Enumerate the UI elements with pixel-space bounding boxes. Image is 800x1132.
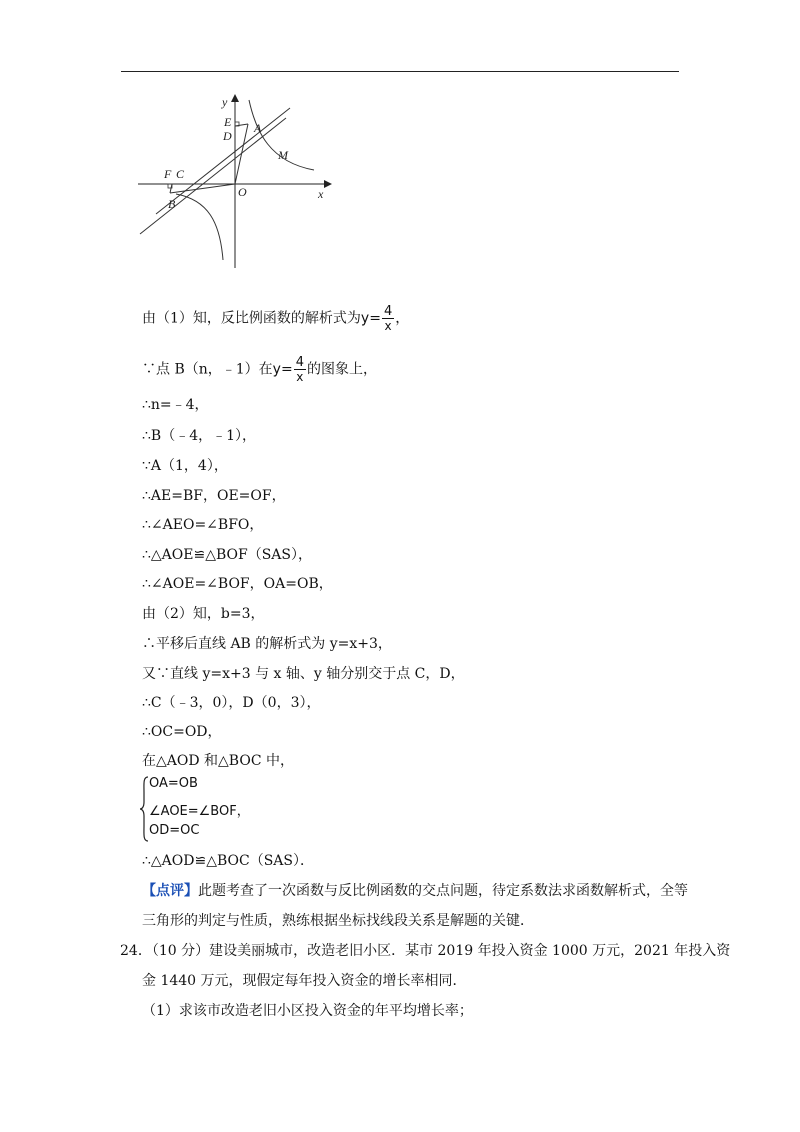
brace-icon	[140, 776, 149, 842]
segment-ob	[170, 184, 235, 193]
coordinate-figure	[138, 92, 333, 270]
solution-line-9: ∴∠AOE=∠BOF，OA=OB，	[142, 576, 333, 592]
solution-line-3: ∴n=﹣4，	[142, 397, 209, 413]
solution-line-5: ∵A（1，4），	[142, 458, 228, 474]
solution-line-15: 在△AOD 和△BOC 中，	[142, 753, 294, 769]
y-axis-arrow	[231, 94, 239, 102]
line-ab	[156, 108, 290, 214]
label-d: D	[223, 129, 232, 143]
hyperbola-third-quadrant	[176, 194, 223, 260]
solution-line-12: 又∵直线 y=x+3 与 x 轴、y 轴分别交于点 C，D，	[142, 666, 465, 682]
system-row-3: OD=OC	[149, 823, 200, 838]
label-o: O	[238, 185, 247, 199]
solution-line-7: ∴∠AEO=∠BFO，	[142, 517, 264, 533]
label-x: x	[318, 187, 324, 201]
comment-tag: 【点评】	[142, 883, 198, 899]
system-row-2: ∠AOE=∠BOF，	[149, 804, 250, 819]
label-e: E	[224, 115, 232, 129]
solution-line-1: 由（1）知，反比例函数的解析式为y= $\frac{4}{x}$ ，	[142, 304, 410, 333]
header-rule	[121, 71, 679, 72]
label-b: B	[168, 197, 176, 211]
solution-line-4: ∴B（﹣4，﹣1），	[142, 428, 257, 444]
label-c: C	[176, 167, 185, 181]
question-sub-1: （1）求该市改造老旧小区投入资金的年平均增长率；	[142, 1003, 473, 1019]
equation-system	[140, 776, 300, 842]
label-f: F	[164, 167, 172, 181]
question-line-2: 金 1440 万元，现假定每年投入资金的增长率相同．	[142, 973, 467, 989]
solution-line-11: ∴平移后直线 AB 的解析式为 y=x+3，	[142, 636, 392, 652]
line-cd	[140, 118, 286, 234]
x-axis-arrow	[324, 180, 332, 188]
solution-line-10: 由（2）知，b=3，	[142, 606, 265, 622]
solution-line-13: ∴C（﹣3，0），D（0，3），	[142, 695, 321, 711]
label-m: M	[278, 148, 288, 162]
segment-oa	[235, 124, 248, 184]
comment-line-1: 【点评】此题考查了一次函数与反比例函数的交点问题，待定系数法求函数解析式，全等	[142, 883, 688, 899]
label-y: y	[222, 95, 228, 109]
comment-line-2: 三角形的判定与性质，熟练根据坐标找线段关系是解题的关键．	[142, 913, 534, 929]
label-a: A	[254, 121, 262, 135]
solution-line-2: ∵点 B（n，﹣1）在y= $\frac{4}{x}$ 的图象上，	[142, 355, 377, 384]
solution-line-14: ∴OC=OD，	[142, 724, 222, 740]
fraction: $\frac{4}{x}$	[295, 355, 304, 384]
solution-line-8: ∴△AOE≌△BOF（SAS），	[142, 547, 313, 563]
question-line-1: 24．（10 分）建设美丽城市，改造老旧小区．某市 2019 年投入资金 1000 万元，2021 年投入资	[120, 943, 731, 959]
solution-line-16: ∴△AOD≌△BOC（SAS）．	[142, 853, 315, 869]
solution-line-6: ∴AE=BF，OE=OF，	[142, 488, 286, 504]
fraction: $\frac{4}{x}$	[383, 304, 393, 333]
system-row-1: OA=OB	[149, 776, 198, 791]
